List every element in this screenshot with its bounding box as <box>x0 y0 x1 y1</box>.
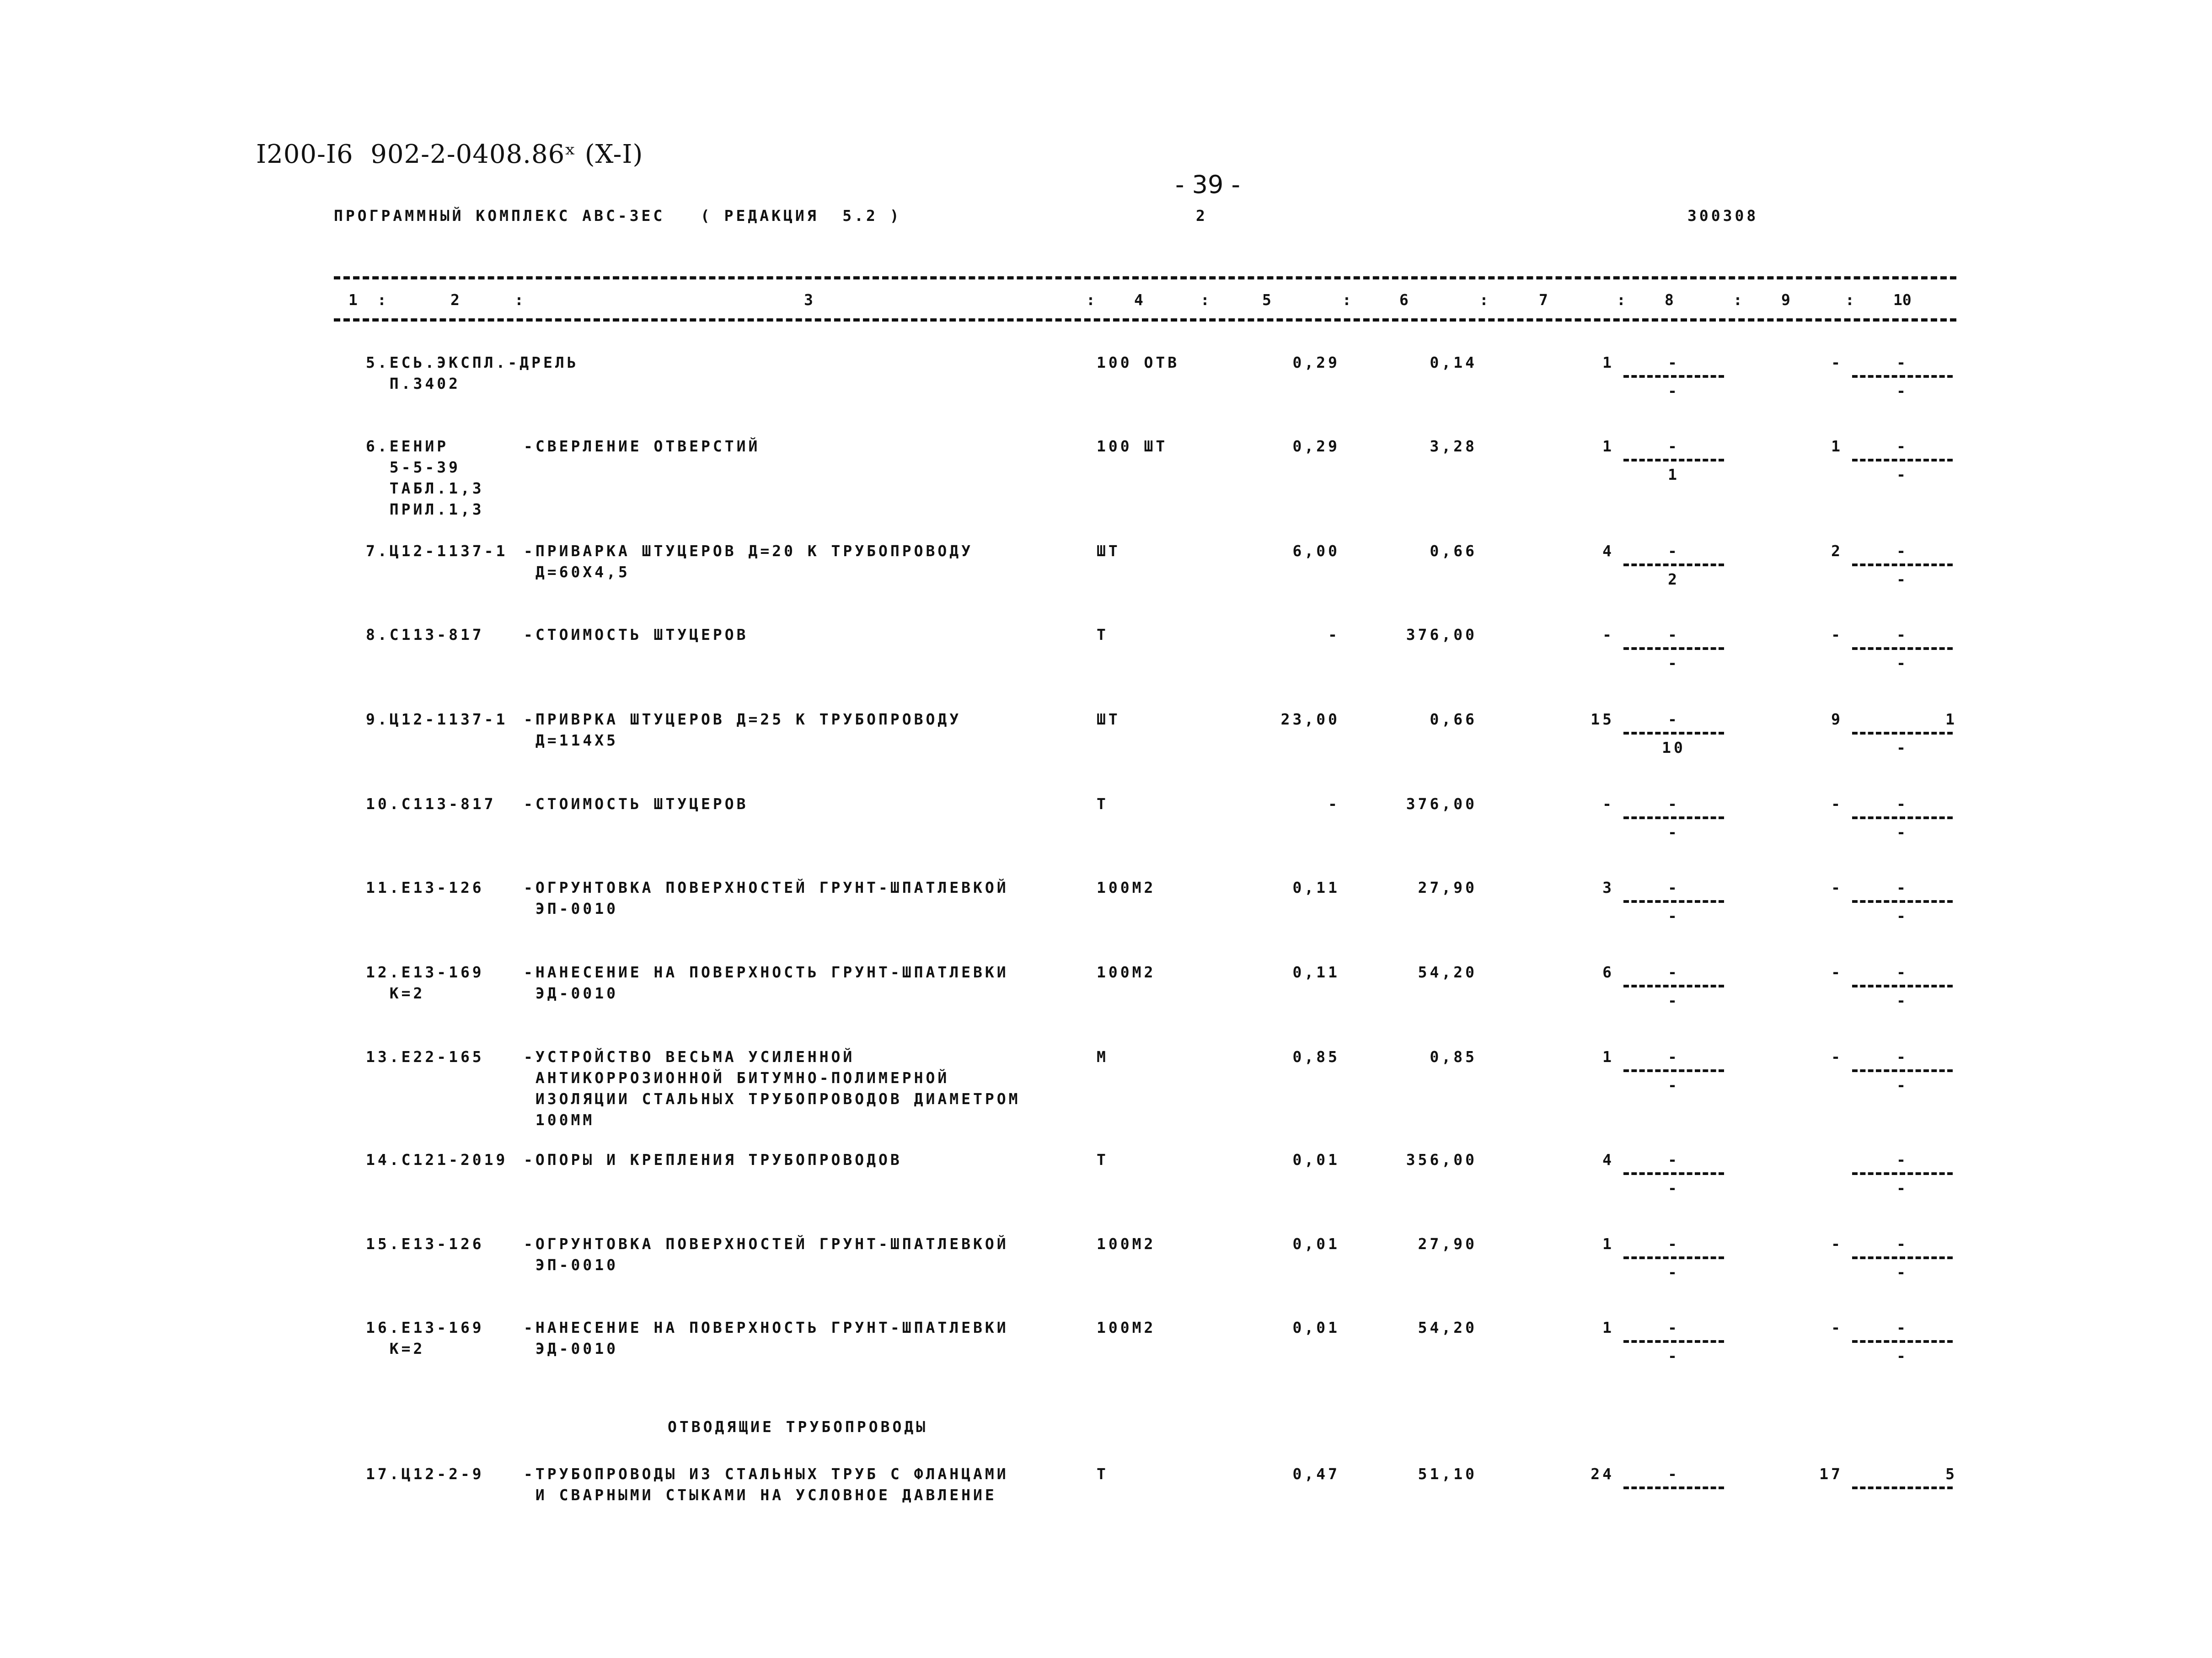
row-col8-bottom: - <box>1668 1179 1680 1197</box>
row-col10-bottom: - <box>1896 739 1908 757</box>
row-col8-top: - <box>1668 1465 1680 1483</box>
row-unit: 100М2 <box>1097 963 1156 981</box>
row-unit-price: 27,90 <box>1418 879 1477 896</box>
row-col10-divider <box>1852 985 1953 987</box>
row-description: -ПРИВАРКА ШТУЦЕРОВ Д=20 К ТРУБОПРОВОДУ Д=60Х4,5 <box>524 542 973 581</box>
column-separator: : <box>514 291 524 309</box>
row-col8-divider <box>1623 1172 1724 1175</box>
row-col10-bottom: - <box>1896 382 1908 400</box>
row-col8-bottom: - <box>1668 1076 1680 1094</box>
row-col10-divider <box>1852 563 1953 566</box>
column-separator: : <box>1617 291 1626 309</box>
column-separator: : <box>1342 291 1351 309</box>
row-quantity: - <box>1328 795 1340 813</box>
column-separator: : <box>1086 291 1095 309</box>
row-unit: ШТ <box>1097 542 1120 560</box>
row-col8-top: - <box>1668 542 1680 560</box>
row-unit-price: 27,90 <box>1418 1235 1477 1253</box>
row-col10-bottom: - <box>1896 823 1908 841</box>
row-total: 1 <box>1602 1235 1614 1253</box>
row-col9: - <box>1831 354 1843 371</box>
row-col8-bottom: - <box>1668 654 1680 672</box>
row-col10-divider <box>1852 1172 1953 1175</box>
row-col9: - <box>1831 795 1843 813</box>
row-col8-divider <box>1623 563 1724 566</box>
row-unit: 100М2 <box>1097 1235 1156 1253</box>
row-col10-top: - <box>1896 626 1908 644</box>
row-total: 3 <box>1602 879 1614 896</box>
row-col8-divider <box>1623 459 1724 461</box>
row-col10-top: - <box>1896 963 1908 981</box>
row-col10-divider <box>1852 732 1953 735</box>
column-header: 7 <box>1539 291 1548 309</box>
row-col10-divider <box>1852 816 1953 819</box>
row-col8-divider <box>1623 647 1724 650</box>
row-col8-bottom: 10 <box>1662 739 1686 757</box>
row-col8-divider <box>1623 732 1724 735</box>
row-col8-bottom: - <box>1668 823 1680 841</box>
row-col10-top: - <box>1896 1235 1908 1253</box>
row-quantity: 0,11 <box>1292 879 1340 896</box>
row-unit: Т <box>1097 795 1109 813</box>
row-col10-top: 1 <box>1945 710 1957 728</box>
column-header: 2 <box>450 291 460 309</box>
row-quantity: 0,01 <box>1292 1235 1340 1253</box>
row-col8-top: - <box>1668 626 1680 644</box>
row-description: -ТРУБОПРОВОДЫ ИЗ СТАЛЬНЫХ ТРУБ С ФЛАНЦАМИ И СВАРНЫМИ СТЫКАМИ НА УСЛОВНОЕ ДАВЛЕНИЕ <box>524 1465 1009 1504</box>
row-total: 1 <box>1602 437 1614 455</box>
column-header: 8 <box>1665 291 1674 309</box>
row-col10-top: - <box>1896 1048 1908 1066</box>
row-col10-bottom: - <box>1896 654 1908 672</box>
row-col8-top: - <box>1668 879 1680 896</box>
row-col10-bottom: - <box>1896 1263 1908 1281</box>
column-separator: : <box>1200 291 1210 309</box>
row-col8-top: - <box>1668 354 1680 371</box>
row-col9: 2 <box>1831 542 1843 560</box>
row-unit: 100 ОТВ <box>1097 354 1180 371</box>
row-description: -ОГРУНТОВКА ПОВЕРХНОСТЕЙ ГРУНТ-ШПАТЛЕВКОЙ ЭП-0010 <box>524 879 1009 918</box>
row-col8-top: - <box>1668 963 1680 981</box>
row-quantity: 0,85 <box>1292 1048 1340 1066</box>
column-header: 6 <box>1399 291 1409 309</box>
row-col9: - <box>1831 879 1843 896</box>
row-col8-bottom: - <box>1668 992 1680 1009</box>
row-col8-top: - <box>1668 437 1680 455</box>
row-col10-top: - <box>1896 1319 1908 1336</box>
row-code: 8.С113-817 <box>366 626 484 644</box>
row-description: -НАНЕСЕНИЕ НА ПОВЕРХНОСТЬ ГРУНТ-ШПАТЛЕВКИ ЭД-0010 <box>524 963 1009 1002</box>
row-col10-divider <box>1852 1256 1953 1259</box>
row-col9: 9 <box>1831 710 1843 728</box>
row-unit-price: 51,10 <box>1418 1465 1477 1483</box>
row-col10-top: - <box>1896 542 1908 560</box>
row-quantity: 0,11 <box>1292 963 1340 981</box>
column-separator: : <box>1845 291 1854 309</box>
row-total: 4 <box>1602 1151 1614 1169</box>
row-unit-price: 376,00 <box>1406 626 1477 644</box>
row-unit-price: 54,20 <box>1418 1319 1477 1336</box>
row-col8-divider <box>1623 1069 1724 1072</box>
row-col9: - <box>1831 1048 1843 1066</box>
row-col10-divider <box>1852 647 1953 650</box>
row-description: -СТОИМОСТЬ ШТУЦЕРОВ <box>524 626 749 644</box>
row-total: 4 <box>1602 542 1614 560</box>
row-unit-price: 356,00 <box>1406 1151 1477 1169</box>
row-col10-bottom: - <box>1896 570 1908 588</box>
row-col8-bottom: 2 <box>1668 570 1680 588</box>
row-unit: Т <box>1097 626 1109 644</box>
row-code: 16.Е13-169 К=2 <box>366 1319 484 1358</box>
row-col8-bottom: - <box>1668 907 1680 925</box>
row-quantity: 0,29 <box>1292 437 1340 455</box>
column-header: 9 <box>1781 291 1790 309</box>
row-quantity: - <box>1328 626 1340 644</box>
column-header: 1 <box>348 291 358 309</box>
row-quantity: 0,01 <box>1292 1319 1340 1336</box>
row-code: 12.Е13-169 К=2 <box>366 963 484 1002</box>
row-total: - <box>1602 795 1614 813</box>
row-description: -УСТРОЙСТВО ВЕСЬМА УСИЛЕННОЙ АНТИКОРРОЗИОННОЙ БИТУМНО-ПОЛИМЕРНОЙ ИЗОЛЯЦИИ СТАЛЬНЫХ ТРУБОПРОВОДОВ ДИАМЕТРОМ 100ММ <box>524 1048 1021 1129</box>
row-col8-top: - <box>1668 1151 1680 1169</box>
row-col10-bottom: - <box>1896 466 1908 483</box>
column-header: 3 <box>804 291 813 309</box>
column-header: 5 <box>1262 291 1271 309</box>
row-col10-divider <box>1852 1486 1953 1489</box>
row-code: 11.Е13-126 <box>366 879 484 896</box>
row-col8-divider <box>1623 375 1724 378</box>
row-code: 14.С121-2019 <box>366 1151 508 1169</box>
row-description: -ПРИВРКА ШТУЦЕРОВ Д=25 К ТРУБОПРОВОДУ Д=114Х5 <box>524 710 962 749</box>
row-unit: 100М2 <box>1097 1319 1156 1336</box>
row-unit-price: 0,66 <box>1430 710 1477 728</box>
sheet-number: 2 <box>1196 207 1208 225</box>
column-header: 10 <box>1893 291 1912 309</box>
row-code: 6.ЕЕНИР 5-5-39 ТАБЛ.1,3 ПРИЛ.1,3 <box>366 437 484 518</box>
row-col8-top: - <box>1668 1319 1680 1336</box>
row-col10-top: - <box>1896 437 1908 455</box>
row-unit: 100 ШТ <box>1097 437 1168 455</box>
row-description: -НАНЕСЕНИЕ НА ПОВЕРХНОСТЬ ГРУНТ-ШПАТЛЕВКИ ЭД-0010 <box>524 1319 1009 1358</box>
section-title: ОТВОДЯЩИЕ ТРУБОПРОВОДЫ <box>668 1418 928 1436</box>
column-separator: : <box>377 291 386 309</box>
row-description: -СТОИМОСТЬ ШТУЦЕРОВ <box>524 795 749 813</box>
row-col10-bottom: - <box>1896 907 1908 925</box>
row-unit-price: 0,85 <box>1430 1048 1477 1066</box>
row-total: - <box>1602 626 1614 644</box>
row-description: -ОПОРЫ И КРЕПЛЕНИЯ ТРУБОПРОВОДОВ <box>524 1151 902 1169</box>
column-separator: : <box>1479 291 1489 309</box>
row-total: 6 <box>1602 963 1614 981</box>
row-unit-price: 0,66 <box>1430 542 1477 560</box>
row-total: 24 <box>1591 1465 1614 1483</box>
row-col10-divider <box>1852 1340 1953 1343</box>
row-col8-divider <box>1623 1256 1724 1259</box>
row-total: 1 <box>1602 354 1614 371</box>
program-header: ПРОГРАММНЫЙ КОМПЛЕКС АВС-ЗЕС ( РЕДАКЦИЯ 5.2 ) <box>334 207 902 225</box>
row-quantity: 0,47 <box>1292 1465 1340 1483</box>
row-col10-top: - <box>1896 1151 1908 1169</box>
row-col8-top: - <box>1668 1235 1680 1253</box>
row-col8-divider <box>1623 1486 1724 1489</box>
row-col9: - <box>1831 963 1843 981</box>
row-unit: ШТ <box>1097 710 1120 728</box>
row-total: 1 <box>1602 1048 1614 1066</box>
row-col10-divider <box>1852 375 1953 378</box>
row-code: 7.Ц12-1137-1 <box>366 542 508 560</box>
row-col9: 17 <box>1819 1465 1843 1483</box>
row-code: 17.Ц12-2-9 <box>366 1465 484 1483</box>
row-col8-bottom: 1 <box>1668 466 1680 483</box>
page-number: - 39 - <box>1175 170 1241 199</box>
column-header: 4 <box>1134 291 1143 309</box>
row-quantity: 0,01 <box>1292 1151 1340 1169</box>
row-col8-top: - <box>1668 1048 1680 1066</box>
row-unit: Т <box>1097 1465 1109 1483</box>
row-unit: Т <box>1097 1151 1109 1169</box>
row-col9: - <box>1831 626 1843 644</box>
row-quantity: 23,00 <box>1280 710 1340 728</box>
column-separator: : <box>1733 291 1742 309</box>
row-description: -ОГРУНТОВКА ПОВЕРХНОСТЕЙ ГРУНТ-ШПАТЛЕВКОЙ ЭП-0010 <box>524 1235 1009 1274</box>
row-col10-divider <box>1852 1069 1953 1072</box>
row-col9: - <box>1831 1235 1843 1253</box>
row-quantity: 6,00 <box>1292 542 1340 560</box>
row-description: -СВЕРЛЕНИЕ ОТВЕРСТИЙ <box>524 437 761 455</box>
row-col10-divider <box>1852 459 1953 461</box>
row-col8-top: - <box>1668 795 1680 813</box>
document-id: 300308 <box>1687 207 1759 225</box>
row-unit-price: 54,20 <box>1418 963 1477 981</box>
row-code: 5.ЕСЬ.ЭКСПЛ.-ДРЕЛЬ П.3402 <box>366 354 579 392</box>
row-code: 9.Ц12-1137-1 <box>366 710 508 728</box>
row-code: 10.С113-817 <box>366 795 496 813</box>
row-code: 15.Е13-126 <box>366 1235 484 1253</box>
row-col8-divider <box>1623 900 1724 903</box>
row-col8-divider <box>1623 816 1724 819</box>
row-unit-price: 3,28 <box>1430 437 1477 455</box>
row-col8-divider <box>1623 1340 1724 1343</box>
table-top-rule <box>334 276 1956 279</box>
row-col10-bottom: - <box>1896 1347 1908 1365</box>
row-col10-bottom: - <box>1896 992 1908 1009</box>
row-col10-top: 5 <box>1945 1465 1957 1483</box>
row-col10-divider <box>1852 900 1953 903</box>
row-col8-top: - <box>1668 710 1680 728</box>
row-total: 15 <box>1591 710 1614 728</box>
row-col10-bottom: - <box>1896 1179 1908 1197</box>
row-col10-top: - <box>1896 879 1908 896</box>
row-total: 1 <box>1602 1319 1614 1336</box>
row-unit-price: 0,14 <box>1430 354 1477 371</box>
table-header-rule <box>334 318 1956 322</box>
row-unit-price: 376,00 <box>1406 795 1477 813</box>
row-col9: 1 <box>1831 437 1843 455</box>
row-col8-bottom: - <box>1668 1263 1680 1281</box>
row-col8-bottom: - <box>1668 382 1680 400</box>
row-code: 13.Е22-165 <box>366 1048 484 1066</box>
row-col10-bottom: - <box>1896 1076 1908 1094</box>
document-code: I200-I6 902-2-0408.86ˣ (X-I) <box>256 140 643 169</box>
row-unit: 100М2 <box>1097 879 1156 896</box>
row-col10-top: - <box>1896 354 1908 371</box>
row-col8-divider <box>1623 985 1724 987</box>
row-quantity: 0,29 <box>1292 354 1340 371</box>
row-col9: - <box>1831 1319 1843 1336</box>
row-col8-bottom: - <box>1668 1347 1680 1365</box>
row-col10-top: - <box>1896 795 1908 813</box>
row-unit: М <box>1097 1048 1109 1066</box>
